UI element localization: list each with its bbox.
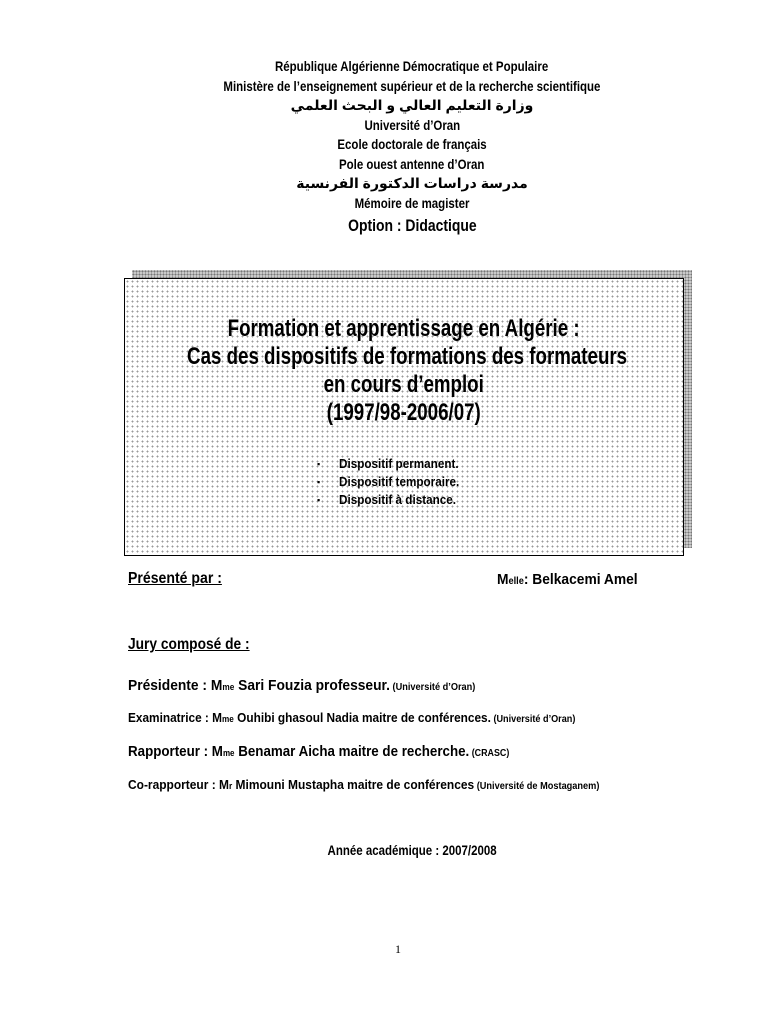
header-ministry-arabic: وزارة التعليم العالي و البحث العلمي [290,97,534,113]
list-item: ▪ Dispositif à distance. [317,492,457,507]
option-text: Option : Didactique [347,216,477,235]
bullet-icon: ▪ [317,459,321,469]
thesis-title-line-2: Cas des dispositifs de formations des formateurs [187,343,628,370]
bullet-icon: ▪ [317,477,321,487]
presented-by-label: Présenté par : [128,570,222,587]
thesis-title-line-3: en cours d’emploi [323,371,485,398]
header-pole: Pole ouest antenne d’Oran [339,155,485,172]
bullet-icon: ▪ [317,495,321,505]
list-item: ▪ Dispositif temporaire. [317,474,460,489]
academic-year: Année académique : 2007/2008 [327,842,497,858]
header-ministry: Ministère de l’enseignement supérieur et de la recherche scientifique [223,77,601,94]
jury-member-president: Présidente : Mme Sari Fouzia professeur. (Université d’Oran) [128,677,476,694]
jury-label: Jury composé de : [128,636,250,653]
header-memoire: Mémoire de magister [354,194,470,211]
header-doctoral-school-arabic: مدرسة دراسات الدكتورة الفرنسية [296,175,528,191]
header-university: Université d’Oran [364,116,460,133]
header-block [0,57,768,213]
thesis-title-line-1: Formation et apprentissage en Algérie : [228,315,580,342]
list-item: ▪ Dispositif permanent. [317,456,459,471]
dispositif-list [317,455,473,509]
header-doctoral-school: Ecole doctorale de français [337,136,487,152]
header-republic: République Algérienne Démocratique et Populaire [275,58,549,74]
title-box [124,278,684,556]
option-heading [0,216,768,236]
jury-member-rapporteur: Rapporteur : Mme Benamar Aicha maitre de recherche. (CRASC) [128,743,510,760]
presenter-name: Melle: Belkacemi Amel [497,571,638,588]
thesis-title-line-4: (1997/98-2006/07) [326,399,482,426]
thesis-title [125,315,683,427]
page-number: 1 [395,942,401,956]
jury-member-co-rapporteur: Co-rapporteur : Mr Mimouni Mustapha maitre de conférences (Université de Mostaganem) [128,777,600,792]
jury-member-examiner: Examinatrice : Mme Ouhibi ghasoul Nadia maitre de conférences. (Université d’Oran) [128,710,576,725]
